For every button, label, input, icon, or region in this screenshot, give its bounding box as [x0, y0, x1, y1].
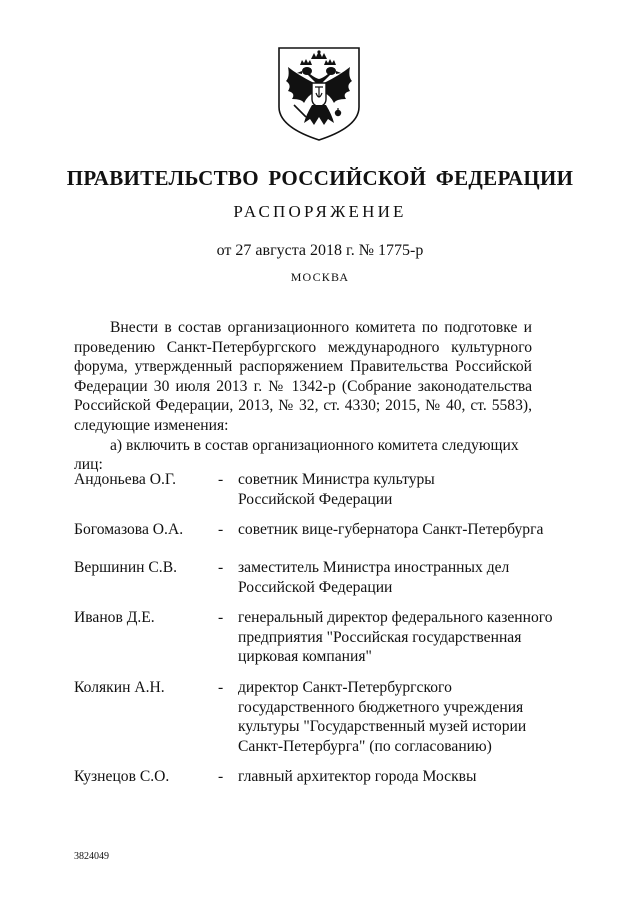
person-dash: -	[218, 559, 224, 576]
person-dash: -	[218, 609, 224, 626]
intro-paragraph: Внести в состав организационного комитета по подготовке и проведению Санкт-Петербургского международного культурного форума, утвержденный распоряжением Правительства Российской Федерации 30 июля 2013 г. № 1342-р (Собрание законодательства Российской Федерации, 2013, № 32, ст. 4330; 2015, № 40, ст. 5583), следующие изменения:	[74, 319, 532, 434]
person-row	[74, 470, 554, 520]
person-row	[74, 608, 554, 678]
person-row	[74, 678, 554, 767]
person-role: главный архитектор города Москвы	[238, 768, 477, 785]
person-row	[74, 558, 554, 608]
person-name: Вершинин С.В.	[74, 559, 178, 576]
person-row	[74, 767, 554, 789]
person-role: заместитель Министра иностранных дел Российской Федерации	[238, 559, 510, 596]
person-name: Колякин А.Н.	[74, 679, 165, 696]
document-body	[74, 318, 532, 475]
document-id-number: 3824049	[74, 851, 109, 862]
document-type: РАСПОРЯЖЕНИЕ	[233, 202, 407, 221]
person-role: генеральный директор федерального казенного предприятия "Российская государственная цирковая компания"	[238, 609, 553, 666]
person-row	[74, 520, 554, 558]
person-dash: -	[218, 768, 224, 785]
persons-list	[74, 470, 554, 789]
item-a-text: а) включить в состав организационного комитета следующих лиц:	[74, 436, 519, 474]
person-role: советник вице-губернатора Санкт-Петербурга	[238, 521, 544, 538]
government-title: ПРАВИТЕЛЬСТВО РОССИЙСКОЙ ФЕДЕРАЦИИ	[66, 166, 574, 190]
coat-of-arms-icon	[276, 45, 362, 143]
person-name: Богомазова О.А.	[74, 521, 184, 538]
person-name: Кузнецов С.О.	[74, 768, 170, 785]
person-name: Иванов Д.Е.	[74, 609, 155, 626]
document-date-number: от 27 августа 2018 г. № 1775-р	[216, 242, 424, 259]
person-role: советник Министра культуры Российской Федерации	[238, 471, 435, 508]
document-city: МОСКВА	[290, 270, 350, 284]
person-dash: -	[218, 679, 224, 696]
person-dash: -	[218, 471, 224, 488]
person-dash: -	[218, 521, 224, 538]
person-name: Андоньева О.Г.	[74, 471, 177, 488]
person-role: директор Санкт-Петербургского государственного бюджетного учреждения культуры "Государственный музей истории Санкт-Петербурга" (по согласованию)	[238, 679, 527, 755]
